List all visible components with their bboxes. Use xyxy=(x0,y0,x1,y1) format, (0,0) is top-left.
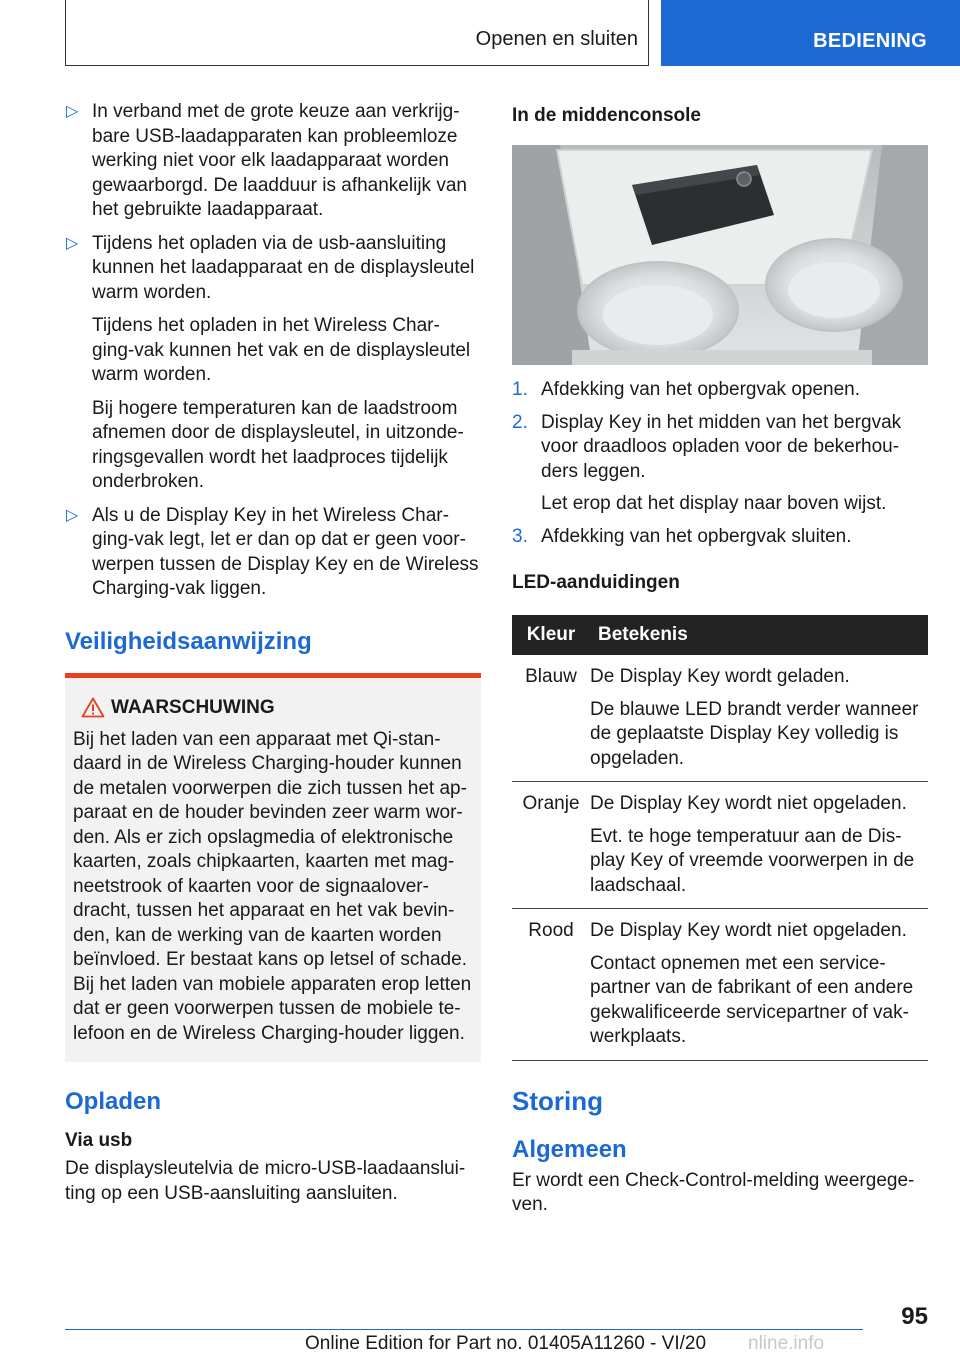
table-row xyxy=(512,909,928,1061)
step-item xyxy=(512,525,928,550)
table-cell-color: Blauw xyxy=(512,655,590,782)
bullet-text: In verband met de grote keuze aan verkrijg-bare USB-laadapparaten kan probleemloze werking niet voor elk laadapparaat worden gewaarborgd. De laadduur is afhankelijk van het gebruikte laadapparaat. xyxy=(92,101,467,220)
center-console-illustration xyxy=(512,145,928,365)
bullet-item xyxy=(65,232,481,495)
right-column xyxy=(512,100,928,1218)
footer-edition: Online Edition for Part no. 01405A11260 - VI/20 xyxy=(305,1333,707,1354)
console-heading: In de middenconsole xyxy=(512,105,701,126)
warning-title-text: WAARSCHUWING xyxy=(111,696,275,718)
steps-list xyxy=(512,378,928,549)
table-header-color: Kleur xyxy=(512,615,590,655)
step-text: Let erop dat het display naar boven wijst. xyxy=(541,493,887,514)
general-text: Er wordt een Check-Control-melding weergege-ven. xyxy=(512,1169,915,1215)
usb-text: De displaysleutelvia de micro-USB-laadaanslui-ting op een USB-aansluiting aansluiten. xyxy=(65,1158,466,1204)
footer-divider xyxy=(65,1329,863,1330)
header-chapter-tab xyxy=(661,0,960,66)
warning-triangle-icon xyxy=(81,697,105,718)
bullet-text: Bij hogere temperaturen kan de laadstroom afnemen door de displaysleutel, in uitzonde-ringsgevallen wordt het laadproces tijdelijk onderbroken. xyxy=(92,397,464,492)
led-heading: LED-aanduidingen xyxy=(512,572,680,593)
table-cell-color: Oranje xyxy=(512,782,590,909)
fault-heading: Storing xyxy=(512,1085,603,1116)
bullet-item xyxy=(65,504,481,602)
warning-text: Bij het laden van een apparaat met Qi-stan-daard in de Wireless Charging-houder kunnen de metalen voorwerpen die zich tussen het ap-paraat en de houder bevinden zeer warm wor-den. Als er zich opslagmedia of elektronische kaarten, zoals chipkaarten, kaarten met mag-neetstrook of kaarten voor de signaalover-dracht, tussen het apparaat en het vak bevin-den, kan de werking van de kaarten worden beïnvloed. Er bestaat kans op letsel of schade. Bij het laden van mobiele apparaten erop letten dat er geen voorwerpen tussen de mobiele te-lefoon en de Wireless Charging-houder liggen. xyxy=(73,728,472,1044)
bullet-triangle-icon: ▷ xyxy=(66,506,79,524)
left-column xyxy=(65,100,481,1206)
step-number: 3. xyxy=(512,525,528,547)
bullet-triangle-icon: ▷ xyxy=(66,234,79,252)
table-header-row xyxy=(512,615,928,655)
table-cell-line: De Display Key wordt niet opgeladen. xyxy=(590,793,907,814)
header-chapter-label: BEDIENING xyxy=(813,30,927,52)
header-section-title: Openen en sluiten xyxy=(475,28,638,50)
general-heading: Algemeen xyxy=(512,1135,627,1163)
table-cell-meaning xyxy=(590,782,928,909)
bullet-text: Tijdens het opladen in het Wireless Char-ging-vak kunnen het vak en de displaysleutel warm worden. xyxy=(92,315,471,385)
table-cell-color: Rood xyxy=(512,909,590,1061)
charging-heading: Opladen xyxy=(65,1088,162,1115)
table-cell-line: De blauwe LED brandt verder wanneer de geplaatste Display Key volledig is opgeladen. xyxy=(590,698,919,769)
table-row xyxy=(512,782,928,909)
step-text: Afdekking van het opbergvak openen. xyxy=(541,379,861,400)
table-cell-line: De Display Key wordt geladen. xyxy=(590,666,850,687)
bullet-triangle-icon: ▷ xyxy=(66,103,79,120)
step-number: 2. xyxy=(512,411,528,433)
step-item xyxy=(512,411,928,517)
table-cell-line: De Display Key wordt niet opgeladen. xyxy=(590,920,907,941)
table-cell-meaning xyxy=(590,655,928,782)
step-text: Display Key in het midden van het bergvak voor draadloos opladen voor de bekerhou-ders leggen. xyxy=(541,411,902,482)
table-row xyxy=(512,655,928,782)
center-console-photo xyxy=(512,145,928,365)
led-table xyxy=(512,615,928,1061)
bullet-text: Als u de Display Key in het Wireless Char-ging-vak legt, let er dan op dat er geen voor-werpen tussen de Display Key en de Wireless Charging-vak liggen. xyxy=(92,504,479,599)
usb-heading: Via usb xyxy=(65,1130,133,1151)
warning-title xyxy=(73,696,473,720)
bullet-text: Tijdens het opladen via de usb-aansluiting kunnen het laadapparaat en de displaysleutel warm worden. xyxy=(92,232,475,303)
safety-heading: Veiligheidsaanwijzing xyxy=(65,627,312,655)
step-item xyxy=(512,378,928,403)
table-cell-line: Evt. te hoge temperatuur aan de Dis-play Key of vreemde voorwerpen in de laadschaal. xyxy=(590,825,915,896)
bullet-item xyxy=(65,100,481,223)
table-cell-line: Contact opnemen met een service-partner van de fabrikant of een andere gekwalificeerde servicepartner of vak-werkplaats. xyxy=(590,952,914,1047)
step-number: 1. xyxy=(512,379,528,400)
step-text: Afdekking van het opbergvak sluiten. xyxy=(541,525,852,547)
warning-box xyxy=(65,673,481,1063)
watermark: nline.info xyxy=(748,1333,825,1354)
table-cell-meaning xyxy=(590,909,928,1061)
page-number: 95 xyxy=(901,1303,928,1330)
table-header-meaning: Betekenis xyxy=(590,615,928,655)
